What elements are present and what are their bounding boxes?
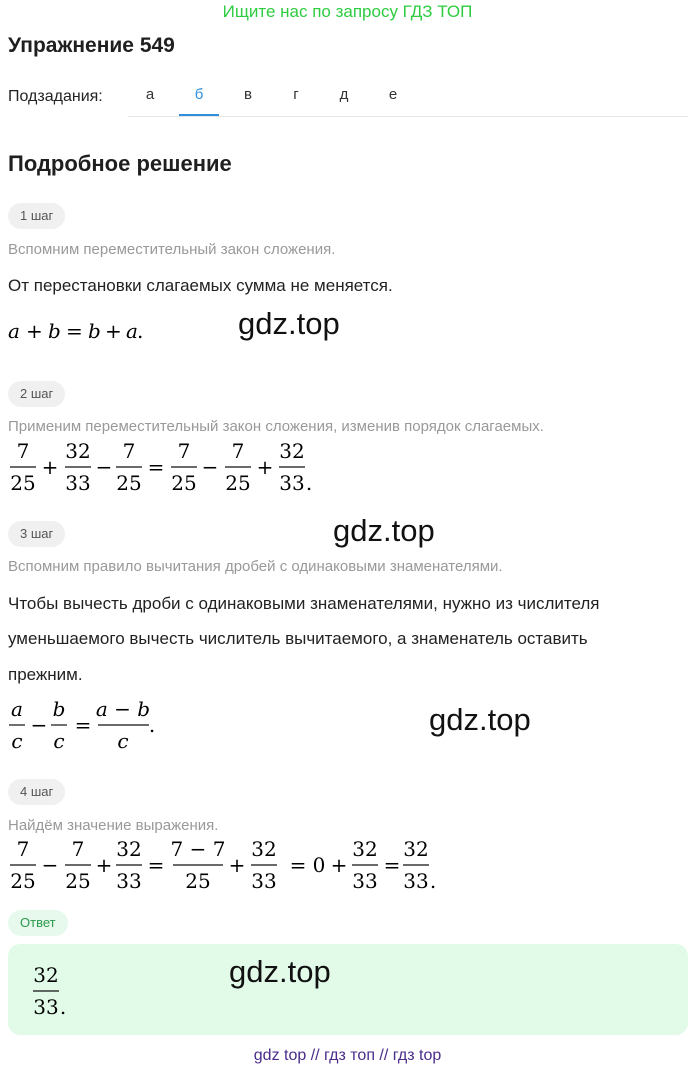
svg-text:32: 32	[279, 439, 305, 463]
step-formula	[6, 436, 326, 496]
svg-text:7: 7	[71, 837, 85, 861]
svg-text:+: +	[330, 853, 348, 877]
svg-text:+: +	[41, 455, 59, 479]
watermark: gdz.top	[229, 954, 331, 989]
formula-text: +	[105, 319, 122, 343]
svg-text:33: 33	[251, 869, 277, 893]
svg-text:.: .	[429, 869, 437, 893]
svg-text:25: 25	[171, 471, 197, 495]
step-text-line: прежним.	[8, 665, 83, 684]
svg-text:0: 0	[312, 853, 326, 877]
subtask-tabs	[128, 76, 688, 117]
svg-text:7: 7	[231, 439, 245, 463]
step-badge: 4 шаг	[8, 779, 65, 805]
tab-d[interactable]: д	[339, 86, 349, 103]
page-title: Упражнение 549	[8, 34, 175, 57]
svg-text:−: −	[95, 455, 113, 479]
solution-heading: Подробное решение	[8, 151, 232, 176]
svg-text:25: 25	[10, 471, 36, 495]
svg-text:32: 32	[403, 837, 429, 861]
svg-text:.: .	[305, 471, 313, 495]
formula-text: b	[88, 319, 101, 343]
svg-text:32: 32	[65, 439, 91, 463]
svg-text:25: 25	[225, 471, 251, 495]
svg-text:33: 33	[33, 995, 59, 1019]
svg-text:+: +	[228, 853, 246, 877]
step-text: От перестановки слагаемых сумма не меняется.	[8, 276, 393, 295]
tab-a[interactable]: а	[145, 86, 155, 103]
svg-text:33: 33	[116, 869, 142, 893]
svg-text:+: +	[256, 455, 274, 479]
svg-text:=: =	[147, 455, 165, 479]
tab-v[interactable]: в	[244, 86, 252, 103]
promo-banner: Ищите нас по запросу ГДЗ ТОП	[222, 2, 473, 21]
svg-text:c: c	[53, 729, 65, 753]
step-hint: Вспомним переместительный закон сложения.	[8, 241, 336, 258]
svg-text:7: 7	[16, 439, 30, 463]
svg-text:−: −	[41, 853, 59, 877]
svg-text:=: =	[383, 853, 401, 877]
svg-text:32: 32	[352, 837, 378, 861]
step-badge: 3 шаг	[8, 521, 65, 547]
svg-text:−: −	[201, 455, 219, 479]
formula-text: b	[48, 319, 61, 343]
step-hint: Вспомним правило вычитания дробей с одинаковыми знаменателями.	[8, 558, 503, 575]
svg-text:a − b: a − b	[95, 697, 151, 721]
svg-text:a: a	[11, 697, 23, 721]
svg-text:25: 25	[116, 471, 142, 495]
svg-text:c: c	[117, 729, 129, 753]
svg-text:7: 7	[177, 439, 191, 463]
step-hint: Применим переместительный закон сложения, изменив порядок слагаемых.	[8, 418, 544, 435]
svg-text:.: .	[59, 995, 67, 1019]
svg-text:25: 25	[185, 869, 211, 893]
step-badge: 1 шаг	[8, 203, 65, 229]
svg-text:+: +	[95, 853, 113, 877]
svg-text:=: =	[147, 853, 165, 877]
step-text-line: Чтобы вычесть дроби с одинаковыми знаменателями, нужно из числителя	[8, 594, 600, 613]
svg-text:33: 33	[403, 869, 429, 893]
step-formula	[6, 696, 166, 758]
tab-g[interactable]: г	[293, 86, 299, 103]
step-formula	[6, 834, 446, 894]
svg-text:c: c	[11, 729, 23, 753]
answer-formula	[30, 960, 70, 1020]
svg-text:25: 25	[65, 869, 91, 893]
footer-links[interactable]: gdz top // гдз топ // гдз top	[253, 1047, 442, 1064]
svg-text:7: 7	[122, 439, 136, 463]
watermark: gdz.top	[429, 702, 531, 737]
formula-text: .	[137, 319, 144, 343]
svg-text:.: .	[148, 713, 156, 737]
svg-text:=: =	[74, 713, 92, 737]
svg-text:7 − 7: 7 − 7	[170, 837, 226, 861]
svg-text:33: 33	[352, 869, 378, 893]
watermark: gdz.top	[333, 513, 435, 548]
step-hint: Найдём значение выражения.	[8, 817, 219, 834]
step-badge: 2 шаг	[8, 381, 65, 407]
subtasks-label: Подзадания:	[8, 88, 103, 105]
svg-text:33: 33	[279, 471, 305, 495]
formula-text: a	[8, 319, 20, 343]
svg-text:25: 25	[10, 869, 36, 893]
svg-text:32: 32	[33, 963, 59, 987]
formula-text: +	[26, 319, 43, 343]
answer-badge: Ответ	[8, 910, 68, 936]
svg-text:32: 32	[116, 837, 142, 861]
step-text-line: уменьшаемого вычесть числитель вычитаемого, а знаменатель оставить	[8, 629, 588, 648]
svg-text:=: =	[289, 853, 307, 877]
svg-text:−: −	[30, 713, 48, 737]
watermark: gdz.top	[238, 306, 340, 341]
svg-text:7: 7	[16, 837, 30, 861]
formula-text: =	[66, 319, 83, 343]
tab-b[interactable]: б	[179, 76, 219, 116]
formula-text: a	[126, 319, 138, 343]
svg-text:32: 32	[251, 837, 277, 861]
step-formula	[6, 314, 156, 348]
svg-text:33: 33	[65, 471, 91, 495]
tab-e[interactable]: е	[388, 86, 398, 103]
svg-text:b: b	[52, 697, 66, 721]
answer-box	[8, 944, 688, 1035]
